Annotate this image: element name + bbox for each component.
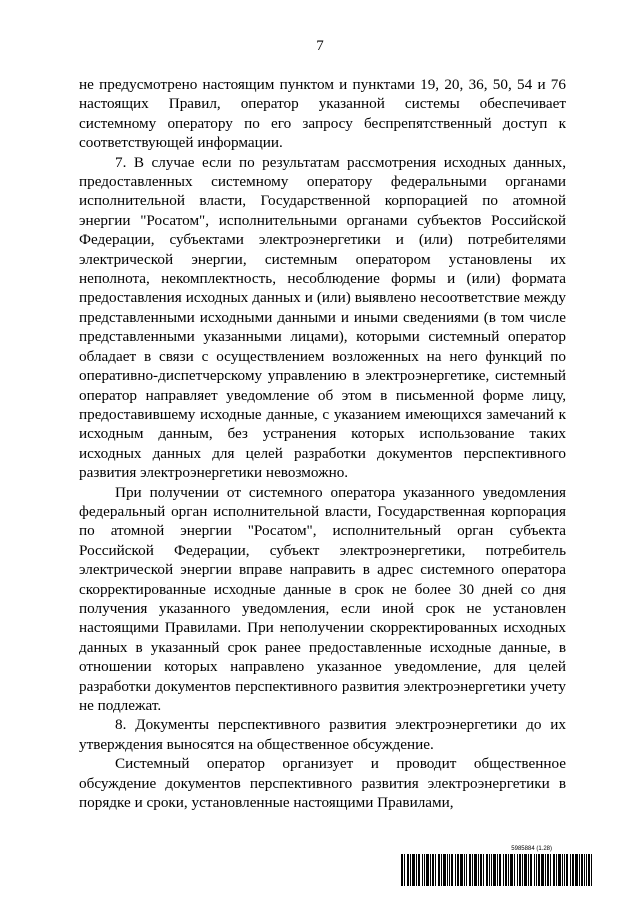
document-body	[79, 75, 566, 812]
paragraph-item-8: 8. Документы перспективного развития электроэнергетики до их утверждения выносятся на общественное обсуждение.	[79, 716, 566, 753]
paragraph-notification-response: При получении от системного оператора указанного уведомления федеральный орган исполнительной власти, Государственная корпорация по атомной энергии "Росатом", исполнительный орган субъекта Российской Федерации, субъект электроэнергетики, потребитель электрической энергии вправе направить в адрес системного оператора скорректированные исходные данные в срок не более 30 дней со дня получения указанного уведомления, если иной срок не установлен настоящими Правилами. При неполучении скорректированных исходных данных в указанный срок ранее предоставленные исходные данные, в отношении которых направлено указанное уведомление, для целей разработки документов перспективного развития электроэнергетики учету не подлежат.	[79, 483, 566, 714]
page-number: 7	[316, 38, 324, 54]
paragraph-item-7: 7. В случае если по результатам рассмотрения исходных данных, предоставленных системному оператору федеральными органами исполнительной власти, Государственной корпорацией по атомной энергии "Росатом", исполнительными органами субъектов Российской Федерации, субъектами электроэнергетики и (или) потребителями электрической энергии, системным оператором установлены их неполнота, некомплектность, несоблюдение формы и (или) формата предоставления исходных данных и (или) выявлено несоответствие между представленными исходными данными и иными сведениями (в том числе представленными указанными лицами), которыми системный оператор обладает в связи с осуществлением возложенных на него функций по оперативно-диспетчерскому управлению в электроэнергетике, системный оператор направляет уведомление об этом в письменной форме лицу, предоставившему исходные данные, с указанием имеющихся замечаний к исходным данным, без устранения которых использование таких исходных данных для целей разработки документов перспективного развития электроэнергетики невозможно.	[79, 153, 566, 482]
barcode-label: 5985884 (1.28)	[511, 846, 552, 852]
paragraph-continuation: не предусмотрено настоящим пунктом и пунктами 19, 20, 36, 50, 54 и 76 настоящих Правил, оператор указанной системы обеспечивает системному оператору по его запросу беспрепятственный доступ к соответствующей информации.	[79, 76, 566, 152]
barcode-image	[401, 854, 592, 886]
paragraph-public-discussion: Системный оператор организует и проводит общественное обсуждение документов перспективного развития электроэнергетики в порядке и сроки, установленные настоящими Правилами,	[79, 755, 566, 812]
barcode-block	[401, 846, 592, 886]
